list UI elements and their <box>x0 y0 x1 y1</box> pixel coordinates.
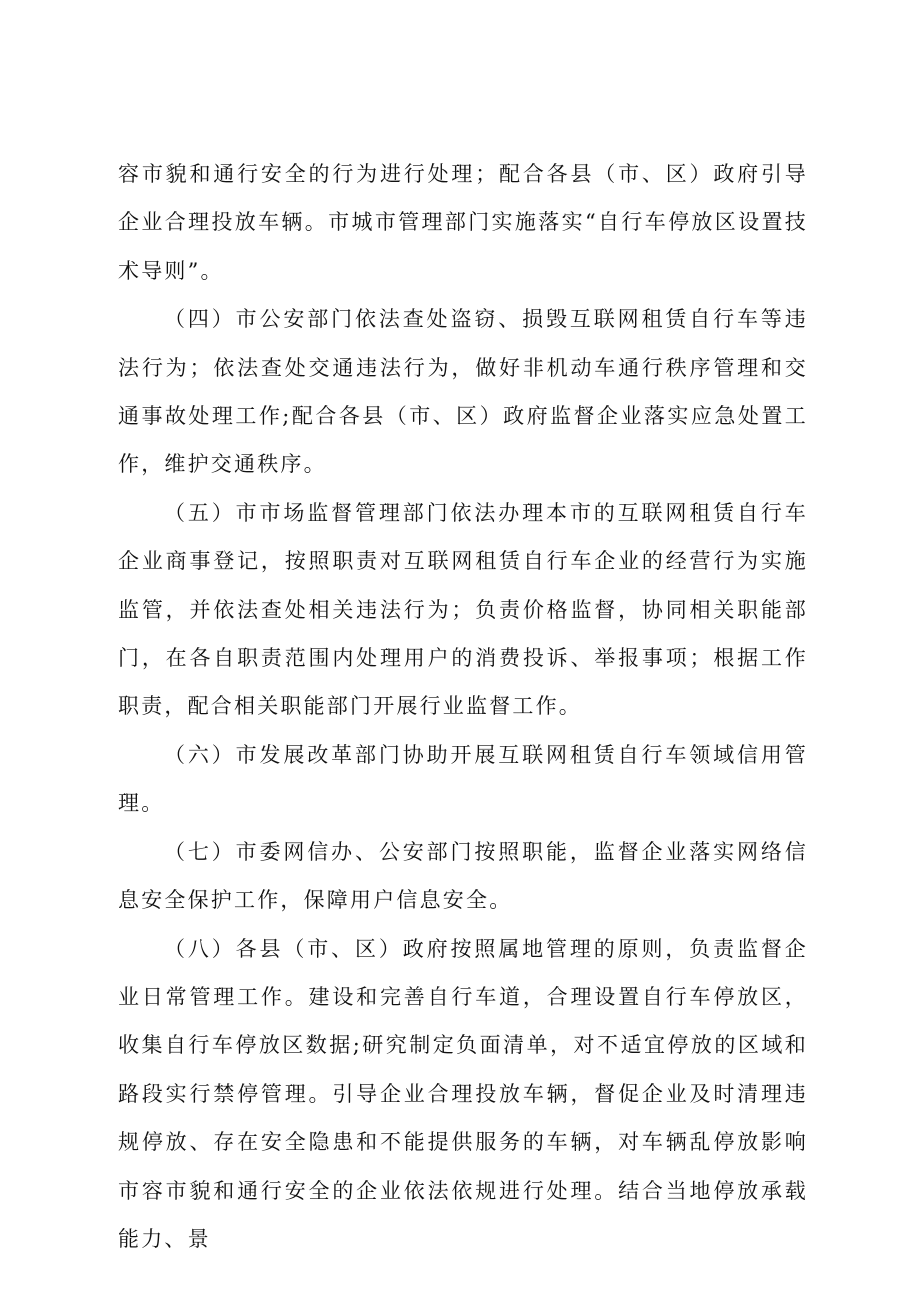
paragraph-item-6-development-reform: （六）市发展改革部门协助开展互联网租赁自行车领域信用管理。 <box>118 742 808 816</box>
paragraph-continuation: 容市貌和通行安全的行为进行处理；配合各县（市、区）政府引导企业合理投放车辆。市城市管理部门实施落实“自行车停放区设置技术导则”。 <box>118 162 808 283</box>
paragraph-item-7-cyberspace-office: （七）市委网信办、公安部门按照职能，监督企业落实网络信息安全保护工作，保障用户信息安全。 <box>118 839 808 913</box>
paragraph-item-8-county-governments: （八）各县（市、区）政府按照属地管理的原则，负责监督企业日常管理工作。建设和完善自行车道，合理设置自行车停放区，收集自行车停放区数据;研究制定负面清单，对不适宜停放的区域和路段实行禁停管理。引导企业合理投放车辆，督促企业及时清理违规停放、存在安全隐患和不能提供服务的车辆，对车辆乱停放影响市容市貌和通行安全的企业依法依规进行处理。结合当地停放承载能力、景 <box>118 936 808 1251</box>
paragraph-item-5-market-supervision: （五）市市场监督管理部门依法办理本市的互联网租赁自行车企业商事登记，按照职责对互联网租赁自行车企业的经营行为实施监管，并依法查处相关违法行为；负责价格监督，协同相关职能部门，在各自职责范围内处理用户的消费投诉、举报事项；根据工作职责，配合相关职能部门开展行业监督工作。 <box>118 500 808 719</box>
paragraph-item-4-public-security: （四）市公安部门依法查处盗窃、损毁互联网租赁自行车等违法行为；依法查处交通违法行为，做好非机动车通行秩序管理和交通事故处理工作;配合各县（市、区）政府监督企业落实应急处置工作，维护交通秩序。 <box>118 307 808 477</box>
document-body <box>118 150 808 1263</box>
